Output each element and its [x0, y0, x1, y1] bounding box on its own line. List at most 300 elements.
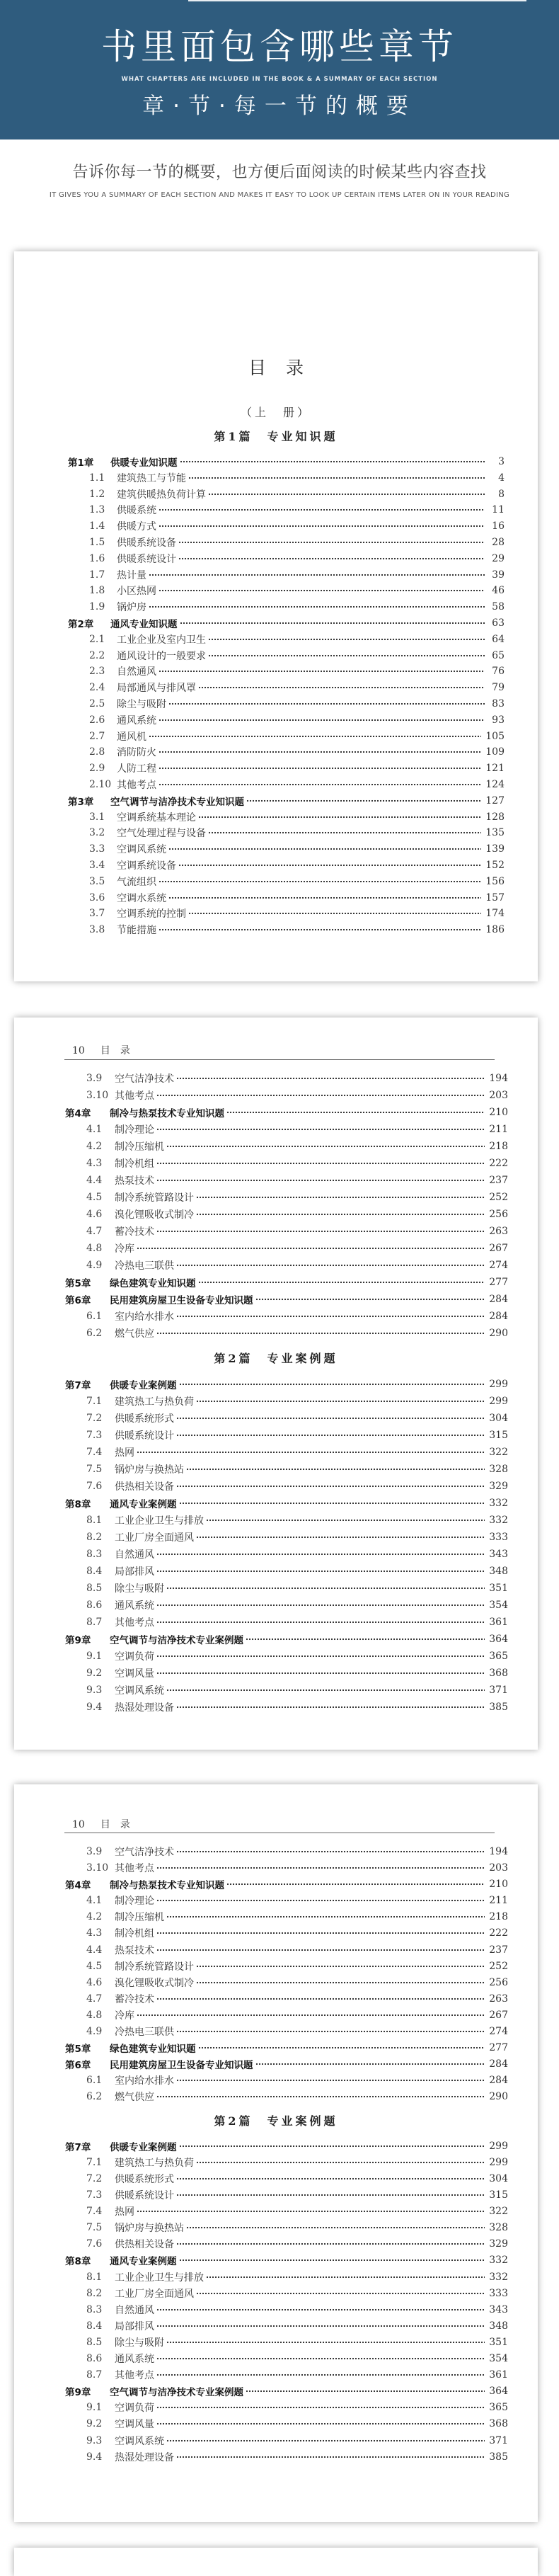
- page-number: 343: [489, 1549, 508, 1560]
- toc-section-entry[interactable]: [14, 2170, 538, 2187]
- section-title: 工业企业卫生与排放: [115, 1515, 204, 1527]
- dot-leader: [159, 525, 485, 528]
- page-number: 237: [489, 1175, 508, 1186]
- toc-chapter-entry[interactable]: [14, 1274, 538, 1291]
- section-title: 通风设计的一般要求: [117, 650, 206, 662]
- page-number: 252: [489, 1192, 508, 1203]
- section-number: 8.4: [86, 2320, 103, 2332]
- toc-section-entry[interactable]: [14, 777, 538, 793]
- page-number: 371: [489, 2434, 508, 2446]
- toc-section-entry[interactable]: [14, 1427, 538, 1444]
- dot-leader: [226, 1883, 485, 1886]
- toc-section-entry[interactable]: [14, 2269, 538, 2285]
- dot-leader: [156, 1179, 485, 1182]
- toc-section-entry[interactable]: [14, 873, 538, 889]
- toc-section-entry[interactable]: [14, 469, 538, 486]
- page-number: 156: [485, 875, 505, 887]
- toc-section-entry[interactable]: [14, 1925, 538, 1942]
- page-number: 299: [489, 1396, 508, 1407]
- section-number: 9.1: [86, 2402, 103, 2414]
- page-number: 252: [489, 1960, 508, 1972]
- toc-section-entry[interactable]: [14, 1257, 538, 1274]
- page-number: 277: [489, 2042, 508, 2054]
- dot-leader: [176, 1850, 485, 1853]
- section-title: 空调风系统: [115, 2435, 164, 2447]
- dot-leader: [156, 1553, 485, 1556]
- page-number: 211: [489, 1124, 508, 1135]
- page-number: 329: [489, 2238, 508, 2250]
- toc-section-entry[interactable]: [14, 1172, 538, 1189]
- page-number: 332: [489, 2255, 508, 2267]
- section-number: 4.2: [86, 1141, 103, 1152]
- section-title: 冷热电三联供: [115, 1260, 174, 1272]
- toc-section-entry[interactable]: [14, 760, 538, 777]
- dot-leader: [156, 2406, 485, 2409]
- page-number: 194: [489, 1845, 508, 1857]
- toc-section-entry[interactable]: [14, 1990, 538, 2007]
- page-number: 39: [492, 569, 505, 581]
- toc-section-entry[interactable]: [14, 2285, 538, 2301]
- toc-section-entry[interactable]: [14, 583, 538, 599]
- toc-section-entry[interactable]: [14, 2367, 538, 2383]
- toc-section-entry[interactable]: [14, 1121, 538, 1138]
- dot-leader: [176, 1434, 485, 1437]
- toc-section-entry[interactable]: [14, 1942, 538, 1958]
- chapter-title: 制冷与热泵技术专业知识题: [110, 1108, 224, 1119]
- toc-section-entry[interactable]: [14, 2318, 538, 2334]
- toc-section-entry[interactable]: [14, 696, 538, 712]
- dot-leader: [196, 1981, 485, 1984]
- toc-section-entry[interactable]: [14, 1893, 538, 1909]
- section-number: 3.7: [89, 908, 105, 920]
- running-head-page-number: 10: [72, 1045, 85, 1056]
- toc-section-entry[interactable]: [14, 1444, 538, 1461]
- toc-section-entry[interactable]: [14, 1974, 538, 1990]
- page-number: 277: [489, 1277, 508, 1288]
- section-number: 9.4: [86, 2451, 103, 2463]
- volume-label: （上 册）: [240, 406, 311, 419]
- section-number: 8.3: [86, 2303, 103, 2315]
- dot-leader: [176, 2079, 485, 2082]
- toc-section-entry[interactable]: [14, 841, 538, 857]
- page-number: 135: [485, 827, 505, 839]
- section-number: 3.3: [89, 843, 105, 855]
- toc-section-entry[interactable]: [14, 1682, 538, 1699]
- page-number: 11: [492, 504, 505, 516]
- toc-section-entry[interactable]: [14, 1860, 538, 1876]
- part-heading: 第2篇 专业案例题: [214, 2114, 338, 2128]
- toc-section-entry[interactable]: [14, 1155, 538, 1172]
- toc-section-entry[interactable]: [14, 809, 538, 825]
- chapter-title: 绿色建筑专业知识题: [110, 1278, 196, 1289]
- dot-leader: [176, 1077, 485, 1080]
- dot-leader: [176, 1485, 485, 1488]
- section-title: 局部通风与排风罩: [117, 683, 196, 695]
- page-number: 109: [485, 746, 505, 758]
- section-number: 2.7: [89, 730, 105, 742]
- page-number: 4: [498, 472, 505, 484]
- toc-chapter-entry[interactable]: [14, 2138, 538, 2154]
- section-number: 6.1: [86, 2075, 103, 2087]
- section-title: 锅炉房: [117, 602, 146, 614]
- page-number: 333: [489, 1532, 508, 1543]
- toc-section-entry[interactable]: [14, 1087, 538, 1104]
- dot-leader: [178, 541, 485, 544]
- dot-leader: [176, 2030, 485, 2033]
- section-number: 4.8: [86, 2009, 103, 2021]
- section-title: 消防防火: [117, 747, 156, 759]
- section-number: 2.3: [89, 666, 105, 678]
- section-title: 其他考点: [115, 1090, 154, 1102]
- section-number: 9.4: [86, 1702, 103, 1713]
- section-number: 4.5: [86, 1960, 103, 1972]
- toc-section-entry[interactable]: [14, 1138, 538, 1155]
- toc-section-entry[interactable]: [14, 2204, 538, 2220]
- toc-section-entry[interactable]: [14, 906, 538, 922]
- dot-leader: [156, 2095, 485, 2098]
- dot-leader: [176, 2194, 485, 2196]
- toc-section-entry[interactable]: [14, 857, 538, 874]
- toc-chapter-entry[interactable]: [14, 1495, 538, 1512]
- page-number: 29: [492, 552, 505, 564]
- page-number: 267: [489, 1243, 508, 1254]
- section-title: 供暖系统设计: [115, 2190, 174, 2202]
- toc-section-entry[interactable]: [14, 1512, 538, 1529]
- dot-leader: [188, 477, 485, 479]
- toc-section-entry[interactable]: [14, 2301, 538, 2318]
- toc-section-entry[interactable]: [14, 2351, 538, 2367]
- section-number: 6.2: [86, 1328, 103, 1339]
- chapter-number: 第7章: [65, 1380, 91, 1391]
- chapter-number: 第3章: [68, 796, 94, 808]
- toc-section-entry[interactable]: [14, 1529, 538, 1546]
- toc-section-entry[interactable]: [14, 2089, 538, 2105]
- page-number: 263: [489, 1226, 508, 1237]
- toc-section-entry[interactable]: [14, 1614, 538, 1631]
- section-title: 制冷系统管路设计: [115, 1961, 194, 1973]
- section-number: 4.2: [86, 1911, 103, 1923]
- toc-section-entry[interactable]: [14, 1648, 538, 1665]
- dot-leader: [186, 1468, 485, 1471]
- toc-section-entry[interactable]: [14, 647, 538, 663]
- toc-page-1: [14, 251, 538, 981]
- section-number: 3.4: [89, 859, 105, 871]
- page-number: 284: [489, 1294, 508, 1305]
- toc-section-entry[interactable]: [14, 486, 538, 502]
- dot-leader: [246, 2390, 485, 2393]
- toc-section-entry[interactable]: [14, 1699, 538, 1716]
- chapter-title: 通风专业案例题: [110, 1499, 177, 1510]
- section-title: 供暖方式: [117, 521, 156, 533]
- dot-leader: [156, 2422, 485, 2425]
- section-title: 燃气供应: [115, 1328, 154, 1340]
- chapter-title: 通风专业案例题: [110, 2256, 177, 2268]
- section-number: 8.5: [86, 2336, 103, 2348]
- toc-section-entry[interactable]: [14, 680, 538, 696]
- section-title: 制冷理论: [115, 1124, 154, 1136]
- section-number: 2.2: [89, 649, 105, 661]
- header-banner: [0, 0, 559, 139]
- dot-leader: [198, 2046, 485, 2049]
- page-number: 328: [489, 2222, 508, 2234]
- section-title: 热泵技术: [115, 1944, 154, 1956]
- section-number: 3.6: [89, 891, 105, 904]
- dot-leader: [156, 1094, 485, 1097]
- page-number: 3: [498, 455, 505, 467]
- dot-leader: [188, 912, 481, 915]
- toc-chapter-entry[interactable]: [14, 1876, 538, 1893]
- page-number: 8: [498, 488, 505, 500]
- dot-leader: [196, 2292, 485, 2295]
- section-title: 通风系统: [117, 714, 156, 726]
- page-number: 343: [489, 2303, 508, 2315]
- part-heading: 第2篇 专业案例题: [214, 1352, 338, 1365]
- chapter-number: 第5章: [65, 1278, 91, 1289]
- toc-section-entry[interactable]: [14, 1843, 538, 1859]
- toc-section-entry[interactable]: [14, 535, 538, 551]
- dot-leader: [255, 2063, 485, 2065]
- section-title: 气流组织: [117, 876, 156, 888]
- toc-section-entry[interactable]: [14, 1070, 538, 1087]
- section-number: 3.9: [86, 1073, 103, 1084]
- running-head: [72, 1817, 140, 1831]
- toc-chapter-entry[interactable]: [14, 2252, 538, 2269]
- toc-section-entry[interactable]: [14, 1410, 538, 1427]
- toc-chapter-entry[interactable]: [14, 454, 538, 470]
- toc-section-entry[interactable]: [14, 1206, 538, 1223]
- section-title: 其他考点: [115, 1863, 154, 1875]
- toc-title: 目录: [248, 358, 323, 378]
- section-number: 3.9: [86, 1845, 103, 1857]
- section-title: 溴化锂吸收式制冷: [115, 1209, 194, 1221]
- section-number: 9.3: [86, 2434, 103, 2446]
- dot-leader: [176, 1264, 485, 1267]
- dot-leader: [156, 1332, 485, 1335]
- page-number: 65: [492, 649, 505, 661]
- section-number: 1.6: [89, 552, 105, 564]
- toc-section-entry[interactable]: [14, 1240, 538, 1257]
- toc-chapter-entry[interactable]: [14, 2383, 538, 2400]
- page-number: 304: [489, 1413, 508, 1424]
- page-number: 315: [489, 1430, 508, 1441]
- section-title: 其他考点: [115, 1617, 154, 1629]
- page-number: 284: [489, 2058, 508, 2070]
- dot-leader: [137, 1451, 485, 1454]
- section-title: 热计量: [117, 569, 146, 581]
- page-number: 256: [489, 1976, 508, 1988]
- section-number: 8.2: [86, 2287, 103, 2299]
- toc-section-entry[interactable]: [14, 2400, 538, 2416]
- dot-leader: [178, 557, 485, 560]
- toc-section-entry[interactable]: [14, 2334, 538, 2350]
- toc-section-entry[interactable]: [14, 2416, 538, 2432]
- toc-section-entry[interactable]: [14, 1546, 538, 1563]
- page-number: 329: [489, 1481, 508, 1492]
- dot-leader: [179, 2145, 485, 2148]
- toc-section-entry[interactable]: [14, 1665, 538, 1682]
- section-number: 8.3: [86, 1549, 103, 1560]
- section-title: 建筑供暖热负荷计算: [117, 489, 206, 501]
- toc-section-entry[interactable]: [14, 712, 538, 728]
- section-number: 4.6: [86, 1976, 103, 1988]
- toc-section-entry[interactable]: [14, 1597, 538, 1614]
- page-number: 385: [489, 2451, 508, 2463]
- toc-section-entry[interactable]: [14, 2187, 538, 2204]
- toc-section-entry[interactable]: [14, 889, 538, 906]
- page-number: 222: [489, 1927, 508, 1939]
- section-number: 1.7: [89, 569, 105, 581]
- toc-section-entry[interactable]: [14, 1461, 538, 1478]
- toc-section-entry[interactable]: [14, 2073, 538, 2089]
- toc-section-entry[interactable]: [14, 1223, 538, 1240]
- toc-section-entry[interactable]: [14, 1909, 538, 1925]
- section-title: 通风机: [117, 731, 146, 743]
- section-title: 供热相关设备: [115, 2239, 174, 2251]
- dot-leader: [180, 622, 485, 625]
- toc-section-entry[interactable]: [14, 825, 538, 841]
- page-number: 368: [489, 1668, 508, 1679]
- toc-section-entry[interactable]: [14, 1189, 538, 1206]
- section-number: 7.6: [86, 1481, 103, 1492]
- toc-section-entry[interactable]: [14, 502, 538, 518]
- toc-chapter-entry[interactable]: [14, 2056, 538, 2073]
- toc-section-entry[interactable]: [14, 2154, 538, 2170]
- toc-page-4-edge: [14, 2548, 538, 2576]
- page-number: 274: [489, 2026, 508, 2038]
- page-number: 333: [489, 2287, 508, 2299]
- toc-section-entry[interactable]: [14, 566, 538, 583]
- section-title: 冷库: [115, 1243, 134, 1255]
- page-number: 210: [489, 1107, 508, 1118]
- section-title: 空调风系统: [117, 844, 166, 856]
- toc-section-entry[interactable]: [14, 1580, 538, 1597]
- dot-leader: [166, 2439, 485, 2442]
- chapter-number: 第7章: [65, 2141, 91, 2153]
- page-number: 203: [489, 1862, 508, 1874]
- dot-leader: [179, 1383, 485, 1386]
- toc-section-entry[interactable]: [14, 518, 538, 535]
- toc-chapter-entry[interactable]: [14, 1631, 538, 1648]
- page-number: 274: [489, 1260, 508, 1271]
- toc-section-entry[interactable]: [14, 2236, 538, 2252]
- toc-section-entry[interactable]: [14, 1325, 538, 1342]
- toc-chapter-entry[interactable]: [14, 792, 538, 809]
- dot-leader: [179, 2259, 485, 2262]
- toc-chapter-entry[interactable]: [14, 615, 538, 632]
- section-title: 工业企业及室内卫生: [117, 634, 206, 646]
- toc-section-entry[interactable]: [14, 744, 538, 760]
- section-title: 制冷系统管路设计: [115, 1192, 194, 1204]
- toc-section-entry[interactable]: [14, 728, 538, 744]
- dot-leader: [166, 1915, 485, 1918]
- section-title: 通风系统: [115, 1600, 154, 1612]
- section-title: 小区热网: [117, 586, 156, 598]
- toc-section-entry[interactable]: [14, 663, 538, 680]
- toc-section-entry[interactable]: [14, 1563, 538, 1580]
- page-number: 315: [489, 2189, 508, 2201]
- section-title: 空调风量: [115, 1668, 154, 1680]
- section-title: 蓄冷技术: [115, 1226, 154, 1238]
- section-number: 9.2: [86, 1668, 103, 1679]
- section-title: 热网: [115, 1447, 134, 1459]
- section-number: 2.9: [89, 763, 105, 775]
- page-number: 263: [489, 1993, 508, 2005]
- chapter-number: 第8章: [65, 1499, 91, 1510]
- section-title: 燃气供应: [115, 2092, 154, 2104]
- page-number: 93: [492, 714, 505, 726]
- page-number: 361: [489, 2369, 508, 2381]
- section-title: 自然通风: [115, 1549, 154, 1561]
- section-title: 工业厂房全面通风: [115, 1532, 194, 1544]
- toc-section-entry[interactable]: [14, 1958, 538, 1974]
- chapter-number: 第8章: [65, 2256, 91, 2268]
- section-title: 热湿处理设备: [115, 1702, 174, 1714]
- section-title: 节能措施: [117, 925, 156, 937]
- toc-section-entry[interactable]: [14, 1478, 538, 1495]
- dot-leader: [166, 2341, 485, 2344]
- toc-section-entry[interactable]: [14, 1393, 538, 1410]
- dot-leader: [159, 670, 485, 673]
- page-number: 237: [489, 1944, 508, 1956]
- intro-text-cn: 告诉你每一节的概要，也方便后面阅读的时候某些内容查找: [72, 164, 487, 181]
- section-title: 空调水系统: [117, 892, 166, 904]
- page-number: 16: [492, 520, 505, 532]
- running-head: [72, 1043, 140, 1057]
- toc-section-entry[interactable]: [14, 922, 538, 938]
- toc-section-entry[interactable]: [14, 1308, 538, 1325]
- chapter-number: 第6章: [65, 1295, 91, 1306]
- toc-section-entry[interactable]: [14, 2220, 538, 2236]
- section-title: 制冷机组: [115, 1928, 154, 1940]
- toc-section-entry[interactable]: [14, 2007, 538, 2023]
- dot-leader: [208, 654, 485, 657]
- dot-leader: [196, 1965, 485, 1968]
- toc-section-entry[interactable]: [14, 2449, 538, 2465]
- section-title: 供暖系统: [117, 505, 156, 517]
- toc-section-entry[interactable]: [14, 550, 538, 566]
- toc-chapter-entry[interactable]: [14, 2040, 538, 2056]
- chapter-number: 第6章: [65, 2060, 91, 2072]
- page-number: 332: [489, 1498, 508, 1509]
- dot-leader: [186, 2226, 485, 2229]
- toc-section-entry[interactable]: [14, 599, 538, 615]
- section-number: 8.5: [86, 1583, 103, 1594]
- section-title: 制冷压缩机: [115, 1141, 164, 1153]
- dot-leader: [198, 686, 485, 689]
- toc-section-entry[interactable]: [14, 2432, 538, 2449]
- section-number: 7.1: [86, 1396, 103, 1407]
- chapter-number: 第4章: [65, 1880, 91, 1892]
- section-number: 4.3: [86, 1927, 103, 1939]
- running-head-page-number: 10: [72, 1819, 85, 1830]
- page-number: 79: [492, 682, 505, 694]
- section-number: 4.1: [86, 1124, 103, 1135]
- header-rule: [64, 1059, 495, 1060]
- toc-page-2: [14, 1018, 538, 1750]
- dot-leader: [156, 1230, 485, 1233]
- toc-chapter-entry[interactable]: [14, 1376, 538, 1393]
- toc-chapter-entry[interactable]: [14, 1291, 538, 1308]
- section-title: 空气洁净技术: [115, 1073, 174, 1085]
- toc-section-entry[interactable]: [14, 2024, 538, 2040]
- dot-leader: [149, 605, 485, 608]
- toc-chapter-entry[interactable]: [14, 1104, 538, 1121]
- page-number: 127: [485, 794, 505, 807]
- toc-section-entry[interactable]: [14, 631, 538, 647]
- page-number: 322: [489, 2206, 508, 2218]
- page-number: 290: [489, 2091, 508, 2103]
- section-number: 2.4: [89, 682, 105, 694]
